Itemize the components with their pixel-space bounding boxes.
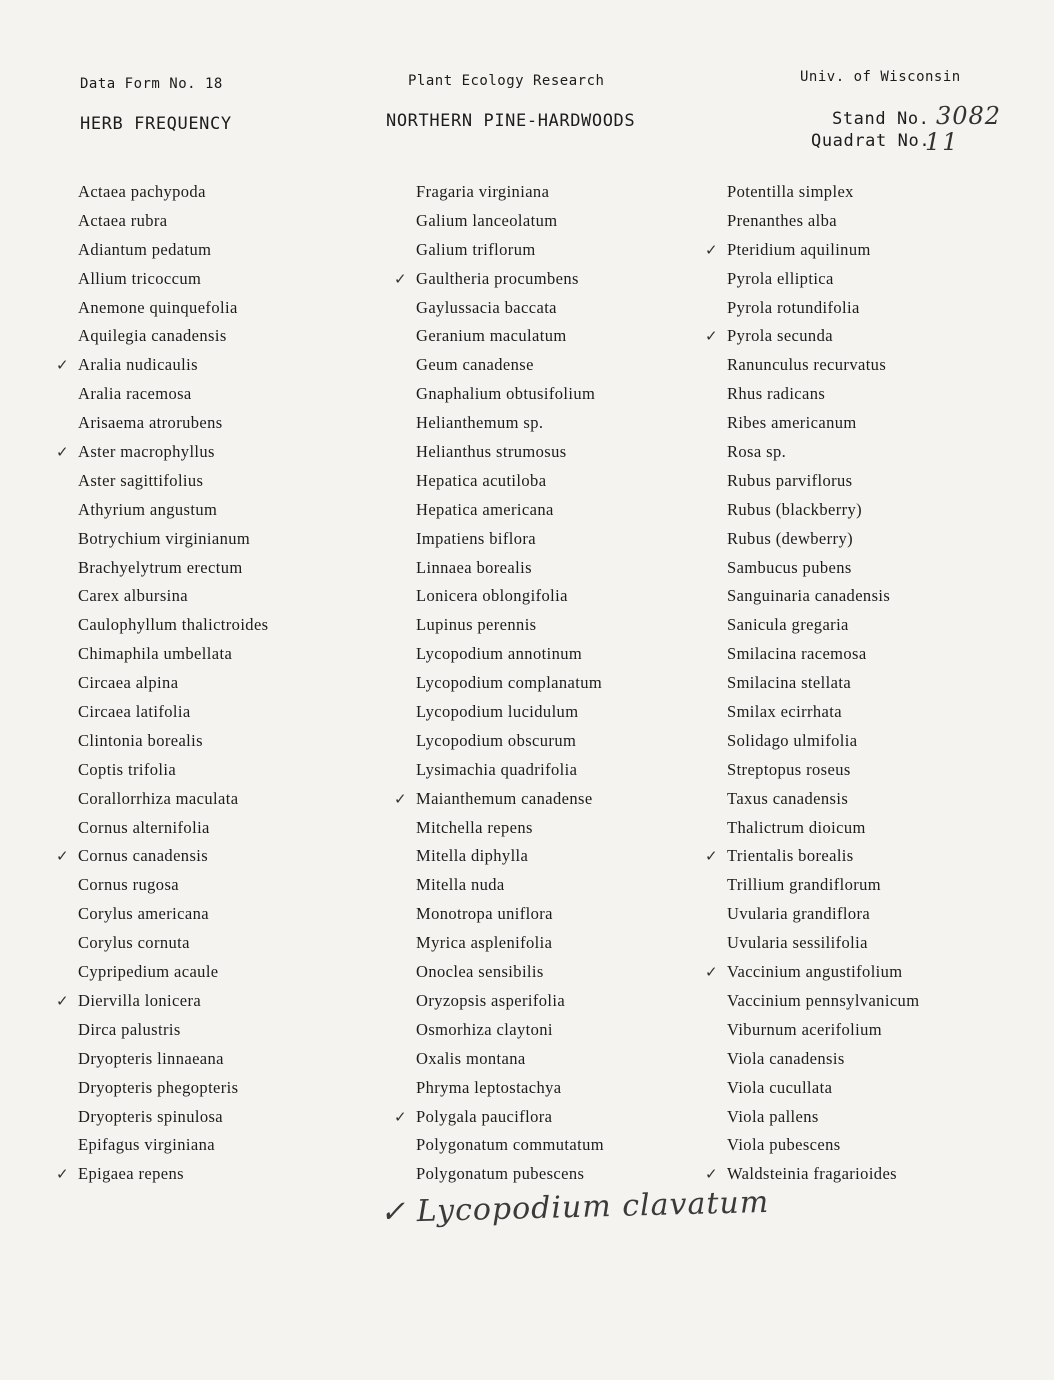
check-mark-icon: ✓ <box>56 443 69 462</box>
species-row <box>727 756 919 785</box>
species-name: Thalictrum dioicum <box>727 817 866 837</box>
species-name: Caulophyllum thalictroides <box>78 615 269 635</box>
species-row <box>78 322 269 351</box>
species-name: Lysimachia quadrifolia <box>416 759 578 779</box>
species-name: Smilax ecirrhata <box>727 702 842 722</box>
species-name: Clintonia borealis <box>78 730 203 750</box>
species-row <box>727 929 919 958</box>
species-name: Trientalis borealis <box>727 846 854 866</box>
species-column-2 <box>394 178 604 1189</box>
species-name: Dryopteris phegopteris <box>78 1077 239 1097</box>
species-name: Vaccinium angustifolium <box>727 962 903 982</box>
species-name: Brachyelytrum erectum <box>78 557 243 577</box>
species-name: Corallorrhiza maculata <box>78 788 239 808</box>
species-row <box>78 640 269 669</box>
species-name: Potentilla simplex <box>727 182 854 201</box>
species-row <box>416 554 604 583</box>
form-title: HERB FREQUENCY <box>80 114 232 134</box>
species-row <box>727 814 919 843</box>
species-row <box>78 611 269 640</box>
species-row <box>727 380 919 409</box>
species-row <box>56 1160 269 1189</box>
species-row <box>416 380 604 409</box>
species-row <box>416 178 604 207</box>
check-mark-icon: ✓ <box>705 847 718 866</box>
species-name: Myrica asplenifolia <box>416 933 553 953</box>
species-name: Viola pallens <box>727 1106 819 1126</box>
species-row <box>416 351 604 380</box>
species-name: Taxus canadensis <box>727 788 849 808</box>
species-name: Lycopodium annotinum <box>416 644 583 664</box>
species-row <box>416 958 604 987</box>
species-name: Hepatica americana <box>416 499 554 519</box>
handwritten-species-note <box>380 1185 770 1230</box>
species-name: Helianthus strumosus <box>416 442 567 462</box>
species-row <box>78 467 269 496</box>
species-name: Galium lanceolatum <box>416 210 558 230</box>
species-row <box>727 265 919 294</box>
species-row <box>705 842 919 871</box>
species-row <box>416 582 604 611</box>
species-column-3 <box>705 178 920 1189</box>
species-name: Waldsteinia fragarioides <box>727 1164 897 1184</box>
species-row <box>727 582 919 611</box>
species-row <box>78 265 269 294</box>
species-row <box>727 900 919 929</box>
species-row <box>416 1074 604 1103</box>
species-row <box>416 871 604 900</box>
species-row <box>78 1131 269 1160</box>
species-row <box>416 698 604 727</box>
species-row <box>416 207 604 236</box>
species-row <box>727 294 919 323</box>
species-name: Pteridium aquilinum <box>727 239 871 259</box>
species-name: Uvularia grandiflora <box>727 904 871 924</box>
quadrat-number-label: Quadrat No. <box>811 131 931 151</box>
species-name: Galium triflorum <box>416 239 536 259</box>
species-row <box>727 438 919 467</box>
species-name: Rhus radicans <box>727 384 826 404</box>
species-row <box>56 438 269 467</box>
handwritten-species-text: Lycopodium clavatum <box>416 1184 770 1230</box>
species-row <box>727 525 919 554</box>
species-row <box>416 640 604 669</box>
species-name: Gnaphalium obtusifolium <box>416 384 596 404</box>
species-row <box>416 756 604 785</box>
species-row <box>78 1045 269 1074</box>
species-row <box>394 1103 604 1132</box>
species-row <box>78 1016 269 1045</box>
species-row <box>394 785 604 814</box>
species-name: Allium tricoccum <box>78 268 202 288</box>
institution-name: Univ. of Wisconsin <box>800 69 961 85</box>
species-name: Lonicera oblongifolia <box>416 586 568 606</box>
species-row <box>78 178 269 207</box>
species-name: Aquilegia canadensis <box>78 326 227 346</box>
species-row <box>78 582 269 611</box>
species-row <box>727 351 919 380</box>
species-name: Mitchella repens <box>416 817 533 837</box>
species-name: Ranunculus recurvatus <box>727 355 887 375</box>
species-name: Impatiens biflora <box>416 528 536 548</box>
species-name: Actaea rubra <box>78 210 168 230</box>
species-name: Osmorhiza claytoni <box>416 1019 553 1039</box>
species-row <box>56 987 269 1016</box>
species-column-1 <box>56 178 269 1189</box>
species-row <box>727 496 919 525</box>
species-name: Phryma leptostachya <box>416 1077 562 1097</box>
species-name: Corylus americana <box>78 904 209 924</box>
check-mark-icon: ✓ <box>394 1107 407 1126</box>
species-row <box>416 929 604 958</box>
species-name: Circaea latifolia <box>78 702 191 722</box>
species-row <box>78 785 269 814</box>
species-name: Aster sagittifolius <box>78 470 204 490</box>
species-name: Carex albursina <box>78 586 189 606</box>
species-name: Pyrola secunda <box>727 326 833 346</box>
species-row <box>56 351 269 380</box>
check-mark-icon: ✓ <box>56 356 69 375</box>
species-row <box>727 1045 919 1074</box>
species-name: Rosa sp. <box>727 442 787 462</box>
species-name: Polygonatum pubescens <box>416 1164 585 1184</box>
handwritten-check-icon: ✓ <box>379 1194 407 1231</box>
species-row <box>416 814 604 843</box>
species-name: Gaultheria procumbens <box>416 268 579 288</box>
species-name: Smilacina stellata <box>727 673 852 693</box>
species-name: Smilacina racemosa <box>727 644 867 664</box>
species-name: Mitella nuda <box>416 875 505 895</box>
species-name: Cornus canadensis <box>78 846 209 866</box>
species-row <box>78 669 269 698</box>
species-row <box>727 1131 919 1160</box>
species-name: Athyrium angustum <box>78 499 218 519</box>
check-mark-icon: ✓ <box>394 269 407 288</box>
species-row <box>394 265 604 294</box>
species-name: Rubus parviflorus <box>727 470 853 490</box>
species-name: Fragaria virginiana <box>416 182 550 201</box>
species-row <box>416 438 604 467</box>
species-name: Prenanthes alba <box>727 210 838 230</box>
species-name: Polygala pauciflora <box>416 1106 553 1126</box>
species-row <box>727 785 919 814</box>
check-mark-icon: ✓ <box>56 1165 69 1184</box>
species-row <box>727 669 919 698</box>
species-row <box>416 900 604 929</box>
species-row <box>416 467 604 496</box>
species-row <box>416 842 604 871</box>
species-row <box>705 236 919 265</box>
species-name: Uvularia sessilifolia <box>727 933 868 953</box>
species-row <box>727 207 919 236</box>
species-name: Oryzopsis asperifolia <box>416 990 566 1010</box>
species-row <box>727 1016 919 1045</box>
species-row <box>727 409 919 438</box>
species-name: Lycopodium lucidulum <box>416 702 579 722</box>
species-name: Arisaema atrorubens <box>78 413 223 433</box>
species-name: Viola canadensis <box>727 1048 845 1068</box>
species-row <box>727 1074 919 1103</box>
species-name: Sanicula gregaria <box>727 615 849 635</box>
species-row <box>78 958 269 987</box>
species-row <box>727 611 919 640</box>
species-row <box>78 525 269 554</box>
species-row <box>416 669 604 698</box>
species-name: Circaea alpina <box>78 673 179 693</box>
species-row <box>416 1016 604 1045</box>
species-name: Adiantum pedatum <box>78 239 212 259</box>
species-row <box>727 640 919 669</box>
species-name: Sambucus pubens <box>727 557 852 577</box>
species-row <box>416 409 604 438</box>
species-row <box>727 178 919 207</box>
species-row <box>78 698 269 727</box>
species-name: Aralia nudicaulis <box>78 355 198 375</box>
species-name: Maianthemum canadense <box>416 788 593 808</box>
species-name: Linnaea borealis <box>416 557 532 577</box>
species-name: Epigaea repens <box>78 1164 184 1184</box>
community-title: NORTHERN PINE-HARDWOODS <box>386 111 636 131</box>
check-mark-icon: ✓ <box>705 963 718 982</box>
species-name: Oxalis montana <box>416 1048 526 1068</box>
species-row <box>78 756 269 785</box>
species-row <box>416 294 604 323</box>
species-name: Polygonatum commutatum <box>416 1135 604 1155</box>
species-name: Aralia racemosa <box>78 384 192 404</box>
species-row <box>727 871 919 900</box>
species-name: Botrychium virginianum <box>78 528 251 548</box>
species-name: Solidago ulmifolia <box>727 730 858 750</box>
species-row <box>78 1103 269 1132</box>
species-name: Gaylussacia baccata <box>416 297 557 317</box>
species-row <box>727 554 919 583</box>
species-name: Rubus (dewberry) <box>727 528 853 548</box>
species-row <box>78 294 269 323</box>
species-row <box>727 727 919 756</box>
species-name: Diervilla lonicera <box>78 990 202 1010</box>
species-name: Dirca palustris <box>78 1019 181 1039</box>
species-name: Sanguinaria canadensis <box>727 586 891 606</box>
species-row <box>56 842 269 871</box>
species-name: Rubus (blackberry) <box>727 499 863 519</box>
species-name: Corylus cornuta <box>78 933 190 953</box>
species-name: Cornus rugosa <box>78 875 179 895</box>
species-row <box>78 207 269 236</box>
species-row <box>416 727 604 756</box>
program-name: Plant Ecology Research <box>408 73 605 89</box>
species-row <box>416 525 604 554</box>
check-mark-icon: ✓ <box>56 991 69 1010</box>
check-mark-icon: ✓ <box>705 240 718 259</box>
species-name: Viola pubescens <box>727 1135 841 1155</box>
species-row <box>416 1131 604 1160</box>
species-row <box>78 929 269 958</box>
species-row <box>78 380 269 409</box>
species-name: Lycopodium obscurum <box>416 730 577 750</box>
check-mark-icon: ✓ <box>56 847 69 866</box>
species-row <box>416 236 604 265</box>
species-row <box>416 1160 604 1189</box>
species-row <box>727 467 919 496</box>
species-name: Coptis trifolia <box>78 759 177 779</box>
check-mark-icon: ✓ <box>705 1165 718 1184</box>
species-name: Actaea pachypoda <box>78 182 206 201</box>
species-name: Lupinus perennis <box>416 615 537 635</box>
species-row <box>416 611 604 640</box>
species-row <box>416 1045 604 1074</box>
species-name: Lycopodium complanatum <box>416 673 603 693</box>
stand-number-value: 3082 <box>936 102 1002 130</box>
species-row <box>78 554 269 583</box>
species-name: Mitella diphylla <box>416 846 529 866</box>
species-name: Streptopus roseus <box>727 759 851 779</box>
species-row <box>78 1074 269 1103</box>
check-mark-icon: ✓ <box>705 327 718 346</box>
species-row <box>705 958 919 987</box>
species-row <box>78 496 269 525</box>
species-row <box>78 814 269 843</box>
species-name: Geum canadense <box>416 355 534 375</box>
species-name: Dryopteris linnaeana <box>78 1048 224 1068</box>
quadrat-number-value: 11 <box>925 128 960 156</box>
species-name: Vaccinium pennsylvanicum <box>727 990 920 1010</box>
stand-number-label: Stand No. <box>832 109 930 129</box>
species-name: Trillium grandiflorum <box>727 875 881 895</box>
species-row <box>705 322 919 351</box>
species-name: Chimaphila umbellata <box>78 644 233 664</box>
species-name: Ribes americanum <box>727 413 857 433</box>
species-row <box>78 409 269 438</box>
species-name: Hepatica acutiloba <box>416 470 547 490</box>
species-name: Pyrola rotundifolia <box>727 297 860 317</box>
species-row <box>727 1103 919 1132</box>
species-name: Onoclea sensibilis <box>416 962 544 982</box>
species-row <box>727 987 919 1016</box>
species-row <box>78 236 269 265</box>
species-row <box>416 987 604 1016</box>
species-name: Viburnum acerifolium <box>727 1019 883 1039</box>
species-name: Aster macrophyllus <box>78 442 215 462</box>
species-name: Monotropa uniflora <box>416 904 553 924</box>
species-row <box>416 496 604 525</box>
species-row <box>727 698 919 727</box>
species-row <box>78 900 269 929</box>
species-name: Pyrola elliptica <box>727 268 834 288</box>
species-name: Dryopteris spinulosa <box>78 1106 224 1126</box>
species-row <box>78 727 269 756</box>
species-row <box>78 871 269 900</box>
check-mark-icon: ✓ <box>394 789 407 808</box>
species-row <box>416 322 604 351</box>
species-name: Epifagus virginiana <box>78 1135 215 1155</box>
species-name: Anemone quinquefolia <box>78 297 238 317</box>
form-number: Data Form No. 18 <box>80 76 223 92</box>
species-name: Cornus alternifolia <box>78 817 210 837</box>
species-name: Cypripedium acaule <box>78 962 219 982</box>
species-name: Helianthemum sp. <box>416 413 544 433</box>
species-name: Viola cucullata <box>727 1077 833 1097</box>
species-name: Geranium maculatum <box>416 326 567 346</box>
